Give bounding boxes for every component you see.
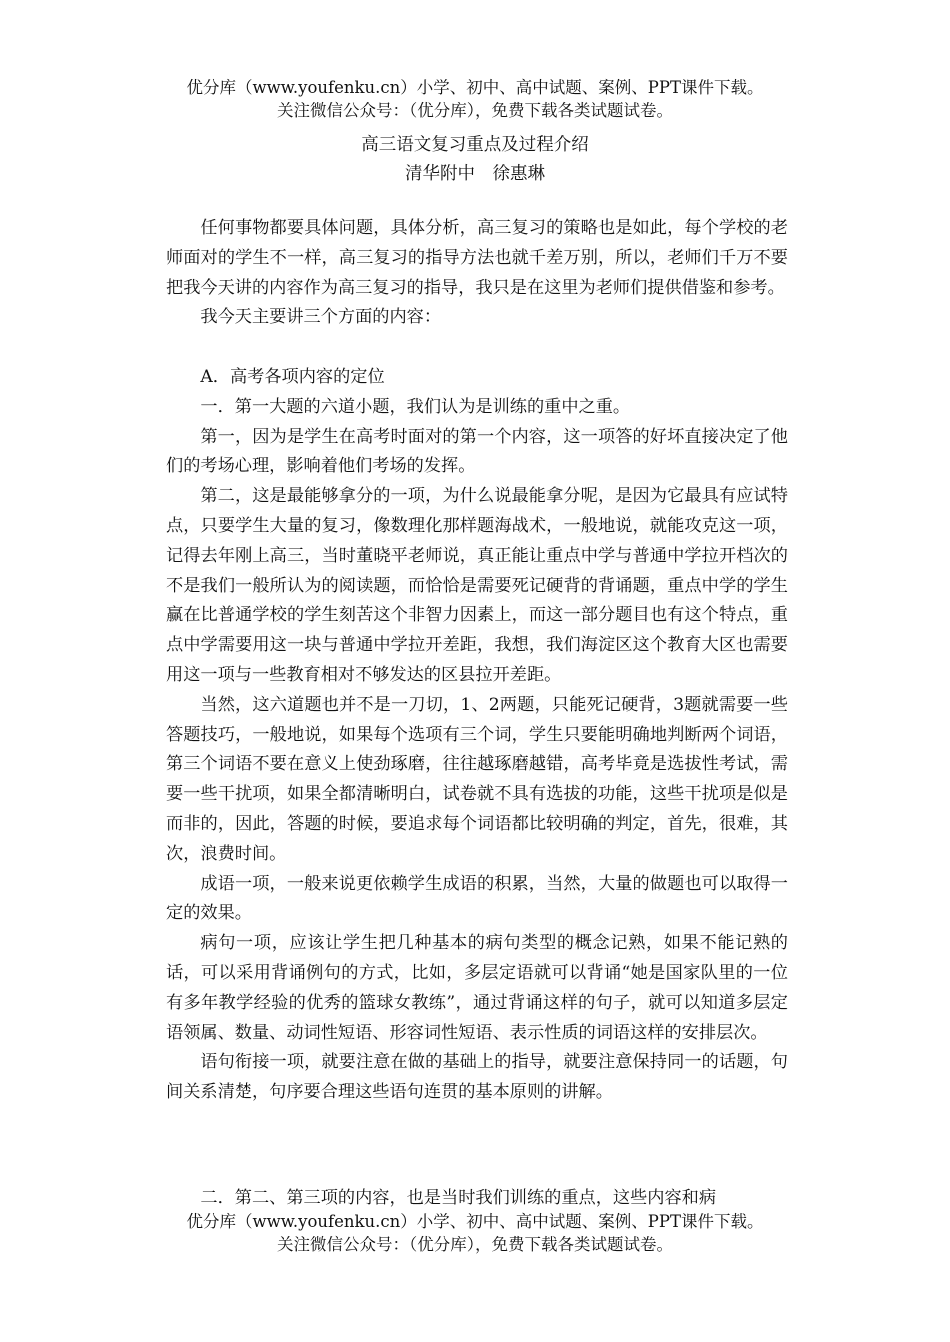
header-ad-line-2: 关注微信公众号：（优分库），免费下载各类试题试卷。: [277, 101, 673, 120]
paragraph-outline: 我今天主要讲三个方面的内容：: [200, 307, 442, 328]
paragraph-idioms: 成语一项，一般来说更依赖学生成语的积累，当然，大量的做题也可以取得一定的效果。: [166, 873, 788, 924]
section-heading-a: A．高考各项内容的定位: [200, 366, 385, 387]
paragraph-sentence-cohesion: 语句衔接一项，就要注意在做的基础上的指导，就要注意保持同一的话题，句间关系清楚，句序要合理这些语句连贯的基本原则的讲解。: [166, 1052, 788, 1103]
paragraph-faulty-sentences: 病句一项，应该让学生把几种基本的病句类型的概念记熟，如果不能记熟的话，可以采用背诵例句的方式，比如，多层定语就可以背诵“她是国家队里的一位有多年教学经验的优秀的篮球女教练”，通过背诵这样的句子，就可以知道多层定语领属、数量、动词性短语、形容词性短语、表示性质的词语这样的安排层次。: [166, 933, 788, 1043]
header-ad-line-1: 优分库（www.youfenku.cn）小学、初中、高中试题、案例、PPT课件下载。: [186, 78, 764, 97]
subsection-heading-1: 一．第一大题的六道小题，我们认为是训练的重中之重。: [200, 396, 631, 417]
paragraph-word-questions: 当然，这六道题也并不是一刀切，1、2两题，只能死记硬背，3题就需要一些答题技巧，一般地说，如果每个选项有三个词，学生只要能明确地判断两个词语，第三个词语不要在意义上使劲琢磨，往往越琢磨越错，高考毕竟是选拔性考试，需要一些干扰项，如果全都清晰明白，试卷就不具有选拔的功能，这些干扰项是似是而非的，因此，答题的时候，要追求每个词语都比较明确的判定，首先，很难，其次，浪费时间。: [166, 694, 788, 864]
document-body: [166, 214, 788, 1108]
document-author: 清华附中 徐惠琳: [405, 164, 545, 184]
document-title: 高三语文复习重点及过程介绍: [361, 135, 589, 155]
paragraph-intro: 任何事物都要具体问题，具体分析，高三复习的策略也是如此，每个学校的老师面对的学生不一样，高三复习的指导方法也就千差万别，所以，老师们千万不要把我今天讲的内容作为高三复习的指导，我只是在这里为老师们提供借鉴和参考。: [166, 218, 788, 298]
blank-line: [166, 333, 788, 363]
footer-ad-line-1: 优分库（www.youfenku.cn）小学、初中、高中试题、案例、PPT课件下载。: [186, 1212, 764, 1231]
footer-ad-line-2: 关注微信公众号：（优分库），免费下载各类试题试卷。: [277, 1235, 673, 1254]
paragraph-first-reason: 第一，因为是学生在高考时面对的第一个内容，这一项答的好坏直接决定了他们的考场心理，影响着他们考场的发挥。: [166, 426, 788, 477]
subsection-heading-2: 二．第二、第三项的内容，也是当时我们训练的重点，这些内容和病: [200, 1188, 717, 1208]
paragraph-second-reason: 第二，这是最能够拿分的一项，为什么说最能拿分呢，是因为它最具有应试特点，只要学生大量的复习，像数理化那样题海战术，一般地说，就能攻克这一项，记得去年刚上高三，当时董晓平老师说，真正能让重点中学与普通中学拉开档次的不是我们一般所认为的阅读题，而恰恰是需要死记硬背的背诵题，重点中学的学生赢在比普通学校的学生刻苦这个非智力因素上，而这一部分题目也有这个特点，重点中学需要用这一块与普通中学拉开差距，我想，我们海淀区这个教育大区也需要用这一项与一些教育相对不够发达的区县拉开差距。: [166, 486, 788, 685]
